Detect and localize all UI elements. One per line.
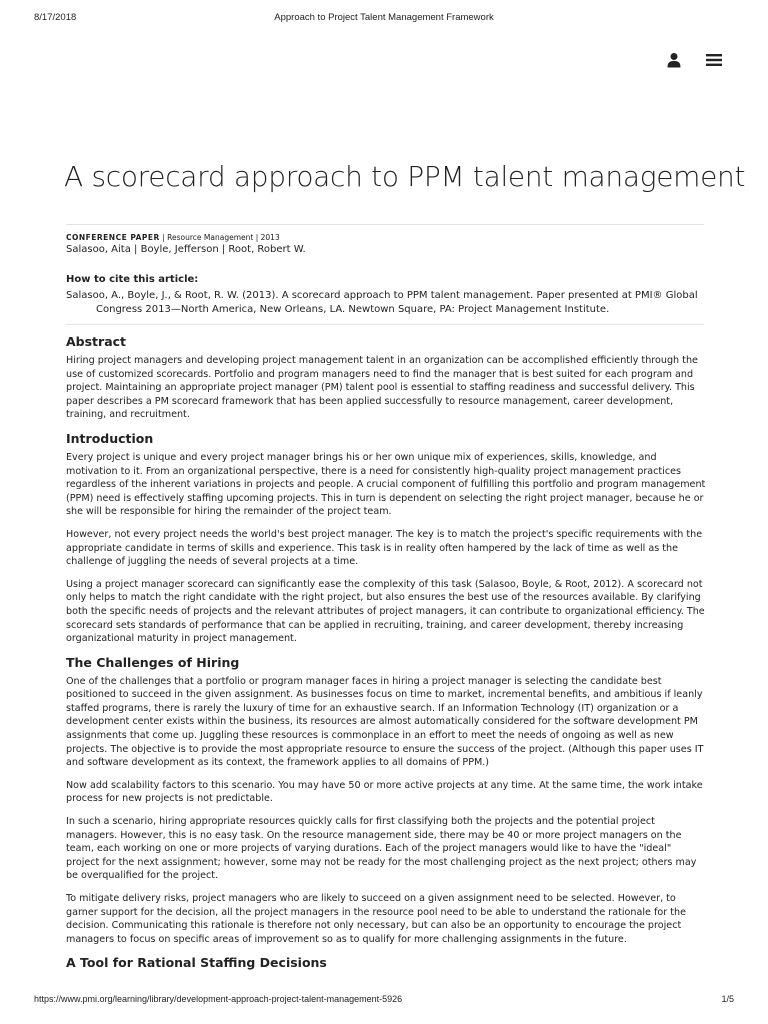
- section-heading-challenges: The Challenges of Hiring: [66, 654, 240, 670]
- user-icon[interactable]: [666, 52, 682, 68]
- print-date: 8/17/2018: [34, 12, 77, 23]
- paragraph: Using a project manager scorecard can significantly ease the complexity of this task (Salasoo, Boyle, & Root, 2012). A scorecard not only helps to match the right candidate with the right project, but also ensures the best use of the resources available. By clarifying both the specific needs of projects and the relevant attributes of project managers, it can contribute to organizational efficiency. The scorecard sets standards of performance that can be applied in recruiting, training, and career development, thereby increasing organizational maturity in project management.: [66, 578, 705, 645]
- print-url: https://www.pmi.org/learning/library/development-approach-project-talent-management-5926: [34, 994, 403, 1004]
- meta-separator: |: [255, 233, 261, 242]
- cite-text: Salasoo, A., Boyle, J., & Root, R. W. (2013). A scorecard approach to PPM talent management. Paper presented at PMI® Global Congress 2013—North America, New Orleans, LA. Newtown Square, PA: Project Management Institute.: [66, 290, 698, 315]
- paragraph: Every project is unique and every project manager brings his or her own unique mix of experiences, skills, knowledge, and motivation to it. From an organizational perspective, there is a need for consistently high-quality project management practices regardless of the inherent variations in projects and people. A crucial component of fulfilling this portfolio and program management (PPM) need is effectively staffing upcoming projects. This in turn is dependent on selecting the right project manager, because he or she will be responsible for hiring the remainder of the project team.: [66, 451, 706, 518]
- article-type: CONFERENCE PAPER: [66, 233, 160, 242]
- paragraph: Now add scalability factors to this scenario. You may have 50 or more active projects at any time. At the same time, the work intake process for new projects is not predictable.: [66, 779, 703, 805]
- hamburger-menu-icon[interactable]: [706, 52, 722, 68]
- page-title: A scorecard approach to PPM talent management: [64, 160, 746, 193]
- article-authors: Salasoo, Aita | Boyle, Jefferson | Root, Robert W.: [66, 244, 306, 255]
- print-page-number: 1/5: [721, 994, 734, 1004]
- section-heading-tool: A Tool for Rational Staffing Decisions: [66, 955, 327, 971]
- divider: [66, 224, 704, 225]
- paragraph: Hiring project managers and developing project management talent in an organization can be accomplished efficiently through the use of customized scorecards. Portfolio and program managers need to find the manager that is best suited for each program and project. Maintaining an appropriate project manager (PM) talent pool is essential to staffing readiness and successful delivery. This paper describes a PM scorecard framework that has been applied successfully to resource management, career development, training, and recruitment.: [66, 355, 698, 421]
- print-doc-title: Approach to Project Talent Management Framework: [274, 12, 494, 23]
- paragraph: However, not every project needs the world's best project manager. The key is to match the project's specific requirements with the appropriate candidate in terms of skills and experience. This task is in reality often hampered by the lack of time as well as the challenge of juggling the needs of several projects at a time.: [66, 528, 703, 568]
- cite-label: How to cite this article:: [66, 274, 199, 285]
- section-heading-introduction: Introduction: [66, 430, 154, 446]
- paragraph: One of the challenges that a portfolio or program manager faces in hiring a project manager is selecting the candidate best positioned to succeed in the given assignment. As businesses focus on time to market, incremental benefits, and ambitious if leanly staffed programs, there is rarely the luxury of time for an exhaustive search. If an Information Technology (IT) organization or a development center exists within the business, its resources are almost automatically considered for the software development PM assignments that come up. Juggling these resources is commonplace in an effort to meet the needs of ongoing as well as new projects. The objective is to provide the most appropriate resource to ensure the success of the project. (Although this paper uses IT and software development as its context, the framework applies to all domains of PPM.): [66, 675, 704, 769]
- article-category[interactable]: Resource Management: [167, 233, 254, 242]
- meta-separator: |: [162, 233, 168, 242]
- paragraph: To mitigate delivery risks, project managers who are likely to succeed on a given assignment need to be selected. However, to garner support for the decision, all the project managers in the resource pool need to be able to understand the rationale for the decision. Communicating this rationale is therefore not only necessary, but can also be an opportunity to encourage the project managers to focus on specific areas of improvement so as to qualify for more challenging assignments in the future.: [66, 893, 686, 945]
- article-year: 2013: [260, 233, 280, 242]
- article-meta: [66, 233, 280, 242]
- header-icons: [666, 52, 722, 68]
- divider: [66, 324, 704, 325]
- print-header: [0, 12, 768, 26]
- paragraph: In such a scenario, hiring appropriate resources quickly calls for first classifying both the projects and the potential project managers. However, this is no easy task. On the resource management side, there may be 40 or more project managers on the team, each working on one or more projects of varying durations. Each of the project managers would like to have the "ideal" project for the next assignment; however, some may not be ready for the most challenging project as the next project; others may be overqualified for the project.: [66, 816, 697, 882]
- section-heading-abstract: Abstract: [66, 334, 127, 349]
- article-body: [66, 334, 706, 975]
